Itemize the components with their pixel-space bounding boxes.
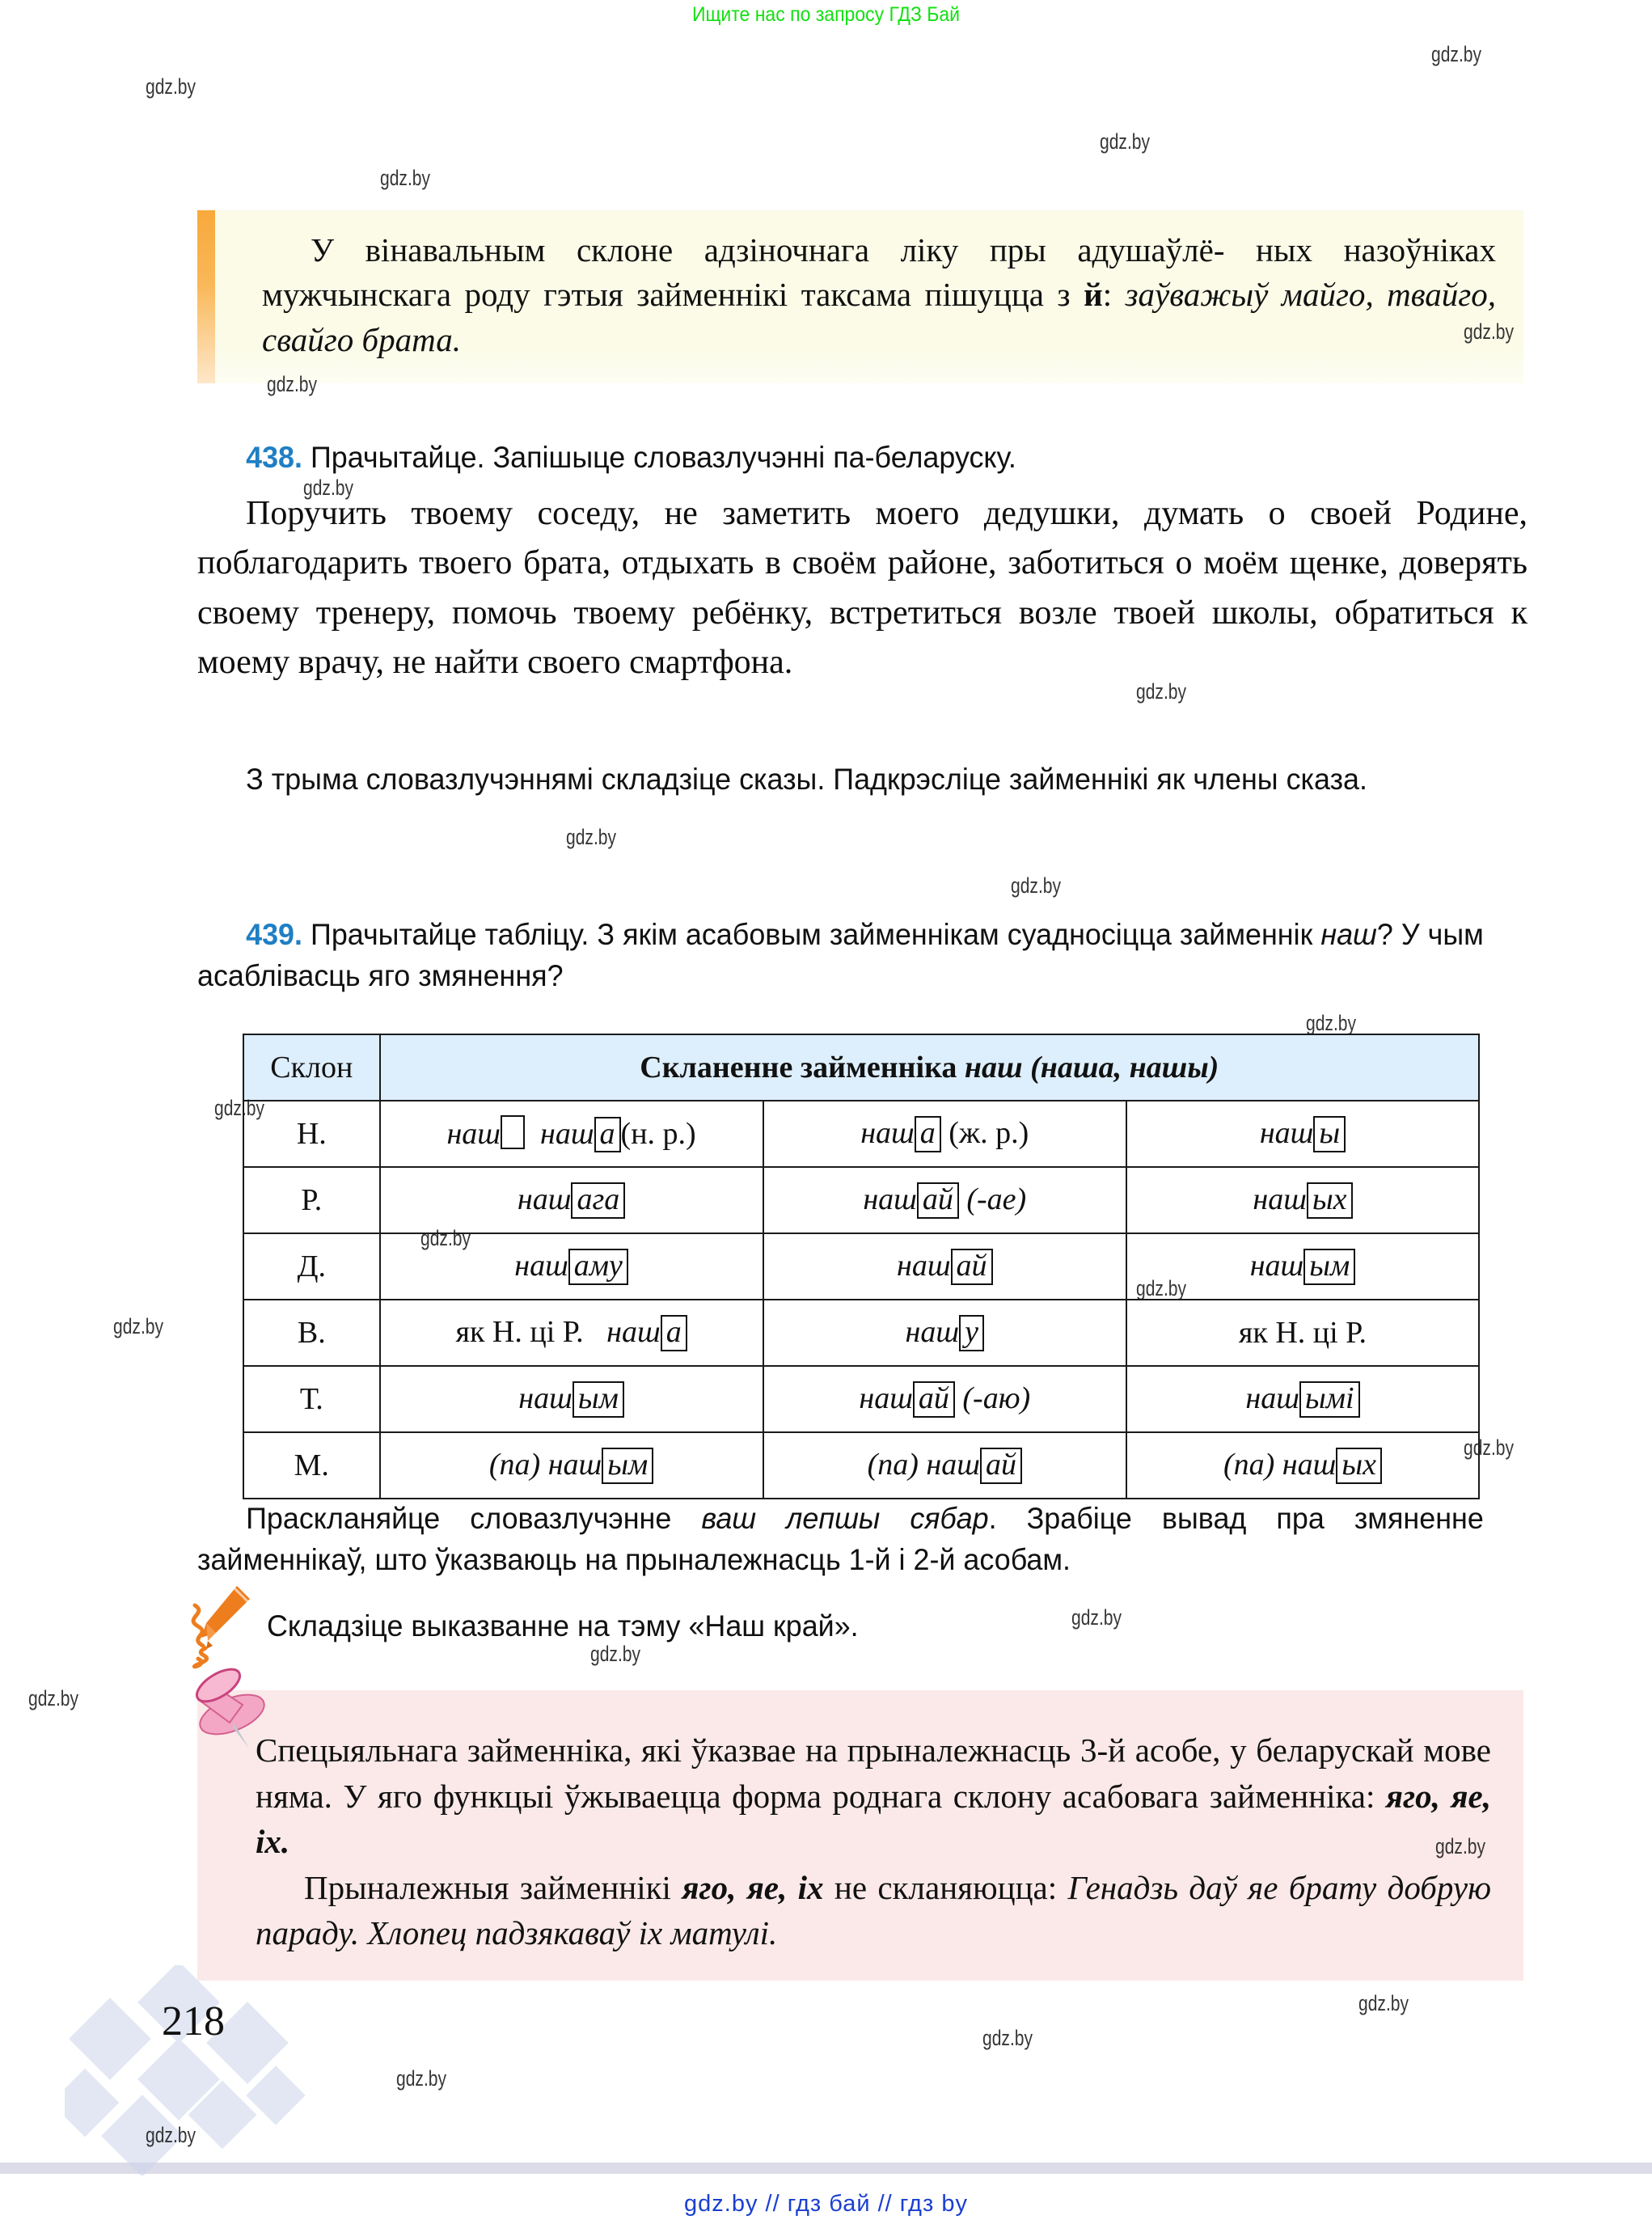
- table-header-row: [243, 1034, 1479, 1101]
- note-paragraph-1: [256, 1727, 1491, 1865]
- rule-line-1: У вінавальным склоне адзіночнага ліку пры адушаўлё-: [311, 231, 1225, 268]
- table-cell-fem: (па) наш ай: [763, 1432, 1126, 1499]
- table-cell-fem: наш ай (-аю): [763, 1366, 1126, 1432]
- table-cell-plural: наш ы: [1126, 1101, 1479, 1167]
- note-p2-italic: Генадзь даў яе брату добрую параду. Хлопец падзякаваў іх матулі.: [256, 1868, 1491, 1952]
- note-box: [197, 1690, 1523, 1981]
- exercise-438-number: 438.: [246, 441, 302, 474]
- watermark: gdz.by: [396, 2066, 447, 2091]
- exercise-439-header: [197, 914, 1484, 996]
- exercise-438-task: [197, 759, 1484, 800]
- table-header-main: [380, 1034, 1479, 1101]
- rule-box-accent-bar: [197, 210, 215, 383]
- exercise-438-body-text: Поручить твоему соседу, не заметить моего дедушки, думать о своей Родине, поблагодарить твоего брата, отдыхать в своём районе, заботиться о моём щенке, доверять своему тренеру, помочь твоему ребёнку, встретиться возле твоей школы, обратиться к моему врачу, не найти своего смартфона.: [197, 495, 1527, 681]
- rule-line-2: ных назоўніках мужчынскага роду гэтыя займеннікі таксама: [262, 231, 1497, 314]
- decorative-diamond-pattern: [65, 1965, 404, 2175]
- pen-icon: [166, 1581, 255, 1670]
- watermark: gdz.by: [146, 2123, 196, 2147]
- table-cell-plural: наш ымі: [1126, 1366, 1479, 1432]
- watermark: gdz.by: [28, 1686, 79, 1710]
- table-cell-masc: як Н. ці Р. наш а: [380, 1300, 763, 1366]
- table-row: [243, 1233, 1479, 1300]
- footer-text: gdz.by // гдз бай // гдз by: [684, 2191, 968, 2217]
- note-paragraph-2: [256, 1865, 1491, 1956]
- watermark: gdz.by: [1464, 319, 1515, 344]
- note-p1-a: Спецыяльнага займенніка, які ўказвае на прыналежнасць 3-й асобе, у беларускай мове няма. У яго функцыі ўжываецца форма роднага склону асабовага займенніка:: [256, 1731, 1491, 1815]
- watermark: gdz.by: [1306, 1011, 1357, 1035]
- table-cell-plural: наш ых: [1126, 1167, 1479, 1233]
- table-header-case: Склон: [243, 1034, 380, 1101]
- table-cell-plural: (па) наш ых: [1126, 1432, 1479, 1499]
- table-cell-fem: наш ай: [763, 1233, 1126, 1300]
- exercise-439-pen-task: [267, 1605, 1475, 1647]
- table-row: [243, 1167, 1479, 1233]
- note-p2-b: не скланяюцца:: [823, 1868, 1068, 1906]
- table-cell-fem: наш ай (-ае): [763, 1167, 1126, 1233]
- table-cell-case: Н.: [243, 1101, 380, 1167]
- watermark: gdz.by: [267, 372, 318, 396]
- table-cell-masc: наш ым: [380, 1366, 763, 1432]
- watermark: gdz.by: [590, 1642, 641, 1666]
- watermark: gdz.by: [1431, 42, 1482, 66]
- declension-table: [243, 1034, 1480, 1499]
- table-row: [243, 1432, 1479, 1499]
- table-row: [243, 1366, 1479, 1432]
- note-p1-bold: яго, яе, іх.: [256, 1777, 1491, 1861]
- after-table-italic: ваш лепшы сябар: [701, 1502, 989, 1535]
- table-cell-fem: наш а (ж. р.): [763, 1101, 1126, 1167]
- rule-line-3-italic: заўважыў майго, твайго, свайго брата.: [262, 276, 1497, 358]
- top-promo-banner: Ищите нас по запросу ГДЗ Бай: [691, 3, 961, 26]
- watermark: gdz.by: [1464, 1435, 1515, 1460]
- table-cell-masc: наш ага: [380, 1167, 763, 1233]
- watermark: gdz.by: [1136, 1276, 1187, 1300]
- table-cell-case: М.: [243, 1432, 380, 1499]
- watermark: gdz.by: [113, 1314, 164, 1338]
- table-row: [243, 1101, 1479, 1167]
- page-number: 218: [162, 1998, 225, 2044]
- watermark: gdz.by: [1435, 1834, 1486, 1858]
- table-cell-case: В.: [243, 1300, 380, 1366]
- exercise-439-number: 439.: [246, 918, 302, 951]
- after-table-a: Прaскланяйце словазлучэнне: [246, 1502, 702, 1535]
- watermark: gdz.by: [380, 166, 431, 190]
- exercise-438-body: [197, 489, 1527, 687]
- watermark: gdz.by: [146, 74, 196, 99]
- rule-box: [197, 210, 1523, 383]
- exercise-438-task-text: З трыма словазлучэннямі складзіце сказы. Падкрэсліце займеннікі як члены сказа.: [246, 763, 1367, 796]
- rule-line-3-bold: й: [1084, 276, 1103, 314]
- note-p2-a: Прыналежныя займеннікі: [304, 1868, 682, 1906]
- rule-line-3-before: пішуцца з: [924, 276, 1084, 314]
- watermark: gdz.by: [1136, 679, 1187, 704]
- pushpin-icon: [188, 1664, 278, 1769]
- watermark: gdz.by: [1071, 1605, 1122, 1630]
- rule-line-3-mid: :: [1102, 276, 1126, 314]
- watermark: gdz.by: [1358, 1991, 1409, 2015]
- pen-task-text: Складзіце выказванне на тэму «Наш край».: [267, 1609, 859, 1643]
- table-cell-plural: як Н. ці Р.: [1126, 1300, 1479, 1366]
- watermark: gdz.by: [982, 2026, 1033, 2050]
- watermark: gdz.by: [1100, 129, 1151, 154]
- table-cell-case: Т.: [243, 1366, 380, 1432]
- watermark: gdz.by: [566, 825, 617, 849]
- after-table-b: . Зрабіце вывад пра змяненне займеннікаў, што ўказваюць на прыналежнасць 1-й і 2-й асобам.: [197, 1502, 1484, 1577]
- exercise-438-prompt: Прачытайце. Запішыце словазлучэнні па-беларуску.: [310, 441, 1016, 474]
- watermark: gdz.by: [420, 1226, 471, 1250]
- watermark: gdz.by: [1011, 873, 1062, 898]
- table-cell-case: Д.: [243, 1233, 380, 1300]
- table-cell-masc: наш наш а (н. р.): [380, 1101, 763, 1167]
- table-cell-masc: (па) наш ым: [380, 1432, 763, 1499]
- table-cell-fem: наш у: [763, 1300, 1126, 1366]
- table-cell-plural: наш ым: [1126, 1233, 1479, 1300]
- table-cell-case: Р.: [243, 1167, 380, 1233]
- table-cell-masc: наш аму: [380, 1233, 763, 1300]
- exercise-439-prompt-a: Прачытайце табліцу. З якім асабовым займеннікам суадносіцца займеннік: [311, 918, 1321, 951]
- watermark: gdz.by: [303, 476, 354, 500]
- table-header-main-plain: Скланенне займенніка: [640, 1051, 965, 1085]
- exercise-439-prompt-b: ? У чым асаблівасць яго змянення?: [197, 918, 1484, 993]
- exercise-439-after-table: [197, 1498, 1484, 1580]
- exercise-438-header: [197, 437, 1484, 478]
- exercise-439-prompt-italic: наш: [1320, 918, 1377, 951]
- table-row: [243, 1300, 1479, 1366]
- watermark: gdz.by: [214, 1096, 265, 1120]
- table-header-main-italic: наш (наша, нашы): [964, 1051, 1219, 1085]
- note-p2-bold: яго, яе, іх: [682, 1868, 824, 1906]
